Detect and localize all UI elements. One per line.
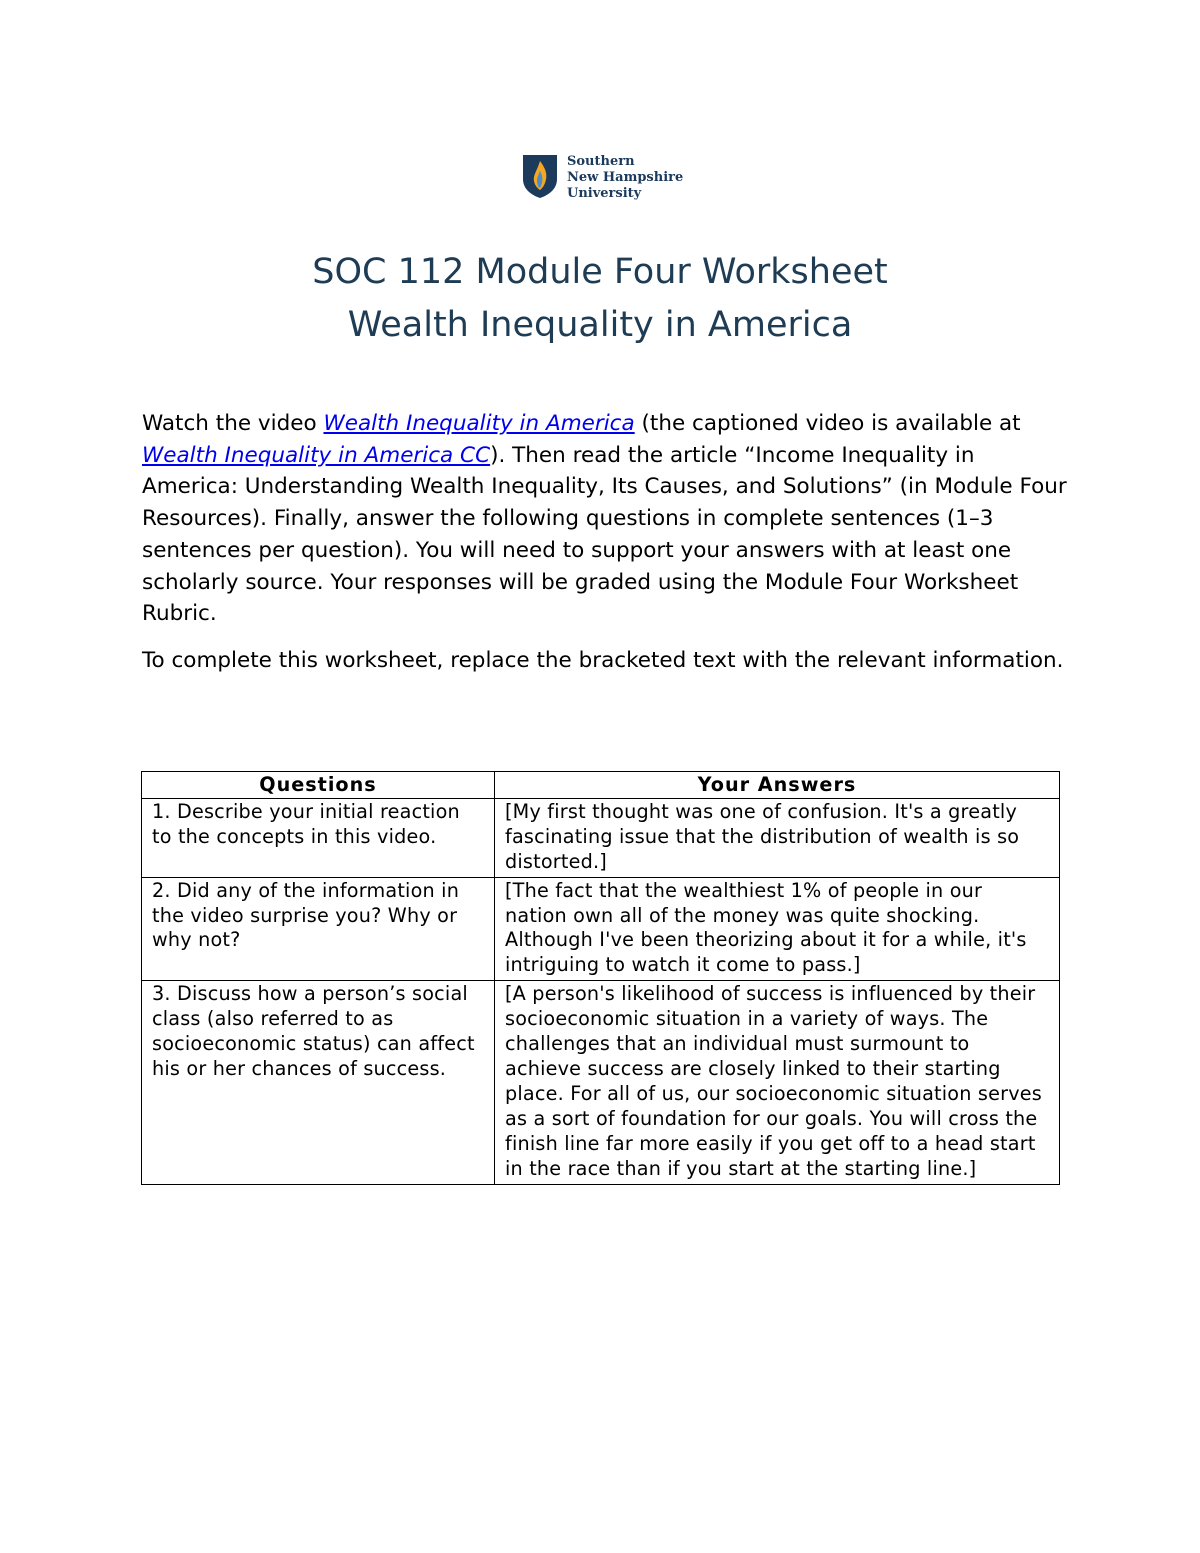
page-title: SOC 112 Module Four Worksheet	[312, 252, 888, 292]
table-row	[142, 798, 1060, 877]
answer-cell[interactable]: [The fact that the wealthiest 1% of people in our nation own all of the money was quite shocking. Although I've been theorizing about it for a while, it's intriguing to watch it come to pass.]	[495, 877, 1060, 981]
instruction-paragraph: To complete this worksheet, replace the bracketed text with the relevant information.	[142, 648, 1064, 673]
answer-cell[interactable]: [My first thought was one of confusion. It's a greatly fascinating issue that the distribution of wealth is so distorted.]	[495, 798, 1060, 877]
table-row	[142, 877, 1060, 981]
question-cell: 1. Describe your initial reaction to the concepts in this video.	[142, 798, 495, 877]
question-cell: 2. Did any of the information in the video surprise you? Why or why not?	[142, 877, 495, 981]
answers-header: Your Answers	[495, 772, 1060, 799]
logo-line-2: New Hampshire	[567, 170, 684, 185]
intro-text-1: Watch the video	[142, 411, 324, 436]
captioned-video-link[interactable]: Wealth Inequality in America CC	[142, 442, 491, 468]
page-subtitle: Wealth Inequality in America	[347, 305, 853, 345]
video-link[interactable]: Wealth Inequality in America	[323, 411, 635, 436]
intro-paragraph	[142, 408, 1077, 630]
table-header-row	[142, 772, 1060, 799]
question-cell: 3. Discuss how a person’s social class (also referred to as socioeconomic status) can affect his or her chances of success.	[142, 981, 495, 1184]
university-logo	[521, 153, 691, 205]
table-row	[142, 981, 1060, 1184]
answer-cell[interactable]: [A person's likelihood of success is influenced by their socioeconomic situation in a variety of ways. The challenges that an individual must surmount to achieve success are closely linked to their starting place. For all of us, our socioeconomic situation serves as a sort of foundation for our goals. You will cross the finish line far more easily if you get off to a head start in the race than if you start at the starting line.]	[495, 981, 1060, 1184]
questions-header: Questions	[142, 772, 495, 799]
shield-flame-icon	[521, 153, 559, 199]
intro-text-2: (the captioned video is available at	[634, 411, 1021, 436]
questions-table	[141, 771, 1060, 1185]
logo-line-3: University	[567, 186, 642, 201]
logo-line-1: Southern	[567, 154, 635, 169]
intro-text-3: ). Then read the article “Income Inequality in America: Understanding Wealth Inequality, Its Causes, and Solutions” (in Module Four Resources). Finally, answer the following questions in complete sentences (1–3 sentences per question). You will need to support your answers with at least one scholarly source. Your responses will be graded using the Module Four Worksheet Rubric.	[142, 442, 1067, 627]
logo-wordmark	[567, 154, 683, 202]
